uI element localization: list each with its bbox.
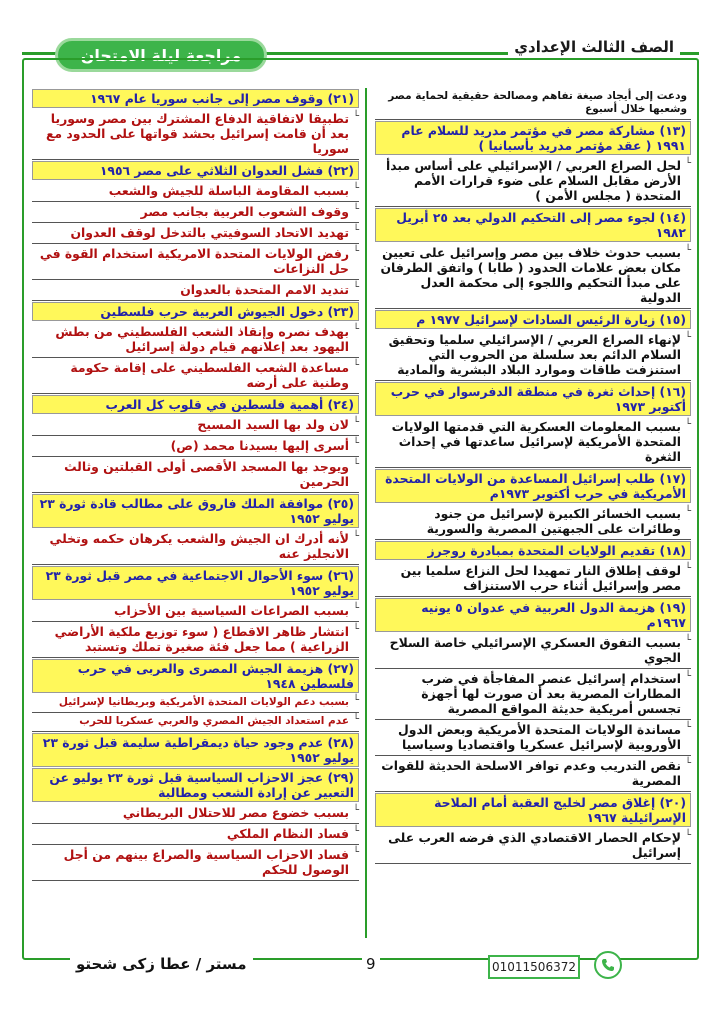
answer-point: └ بسبب خضوع مصر للاحتلال البريطاني	[32, 803, 359, 824]
answer-point: └ فساد النظام الملكي	[32, 824, 359, 845]
answer-point: └ ويوجد بها المسجد الأقصى أولى القبلتين وثالث الحرمين	[32, 457, 359, 493]
teacher-name: مستر / عطا زكى شحتو	[70, 955, 253, 973]
answer-point: └ عدم استعداد الجيش المصري والعربي عسكريا للحرب	[32, 713, 359, 732]
answer-point: └ أسرى إليها بسيدنا محمد (ص)	[32, 436, 359, 457]
answer-point: └ بسبب الصراعات السياسية بين الأحزاب	[32, 601, 359, 622]
answer-point: └ تطبيقا لاتفاقية الدفاع المشترك بين مصر وسوريا بعد أن قامت إسرائيل بحشد قواتها على الحدود مع سوريا	[32, 109, 359, 160]
question-heading: (٢٢) فشل العدوان الثلاثي على مصر ١٩٥٦	[32, 161, 359, 180]
question-heading: (١٣) مشاركة مصر في مؤتمر مدريد للسلام عام ١٩٩١ ( عقد مؤتمر مدريد بأسبانيا )	[375, 121, 691, 155]
phone-icon	[594, 951, 622, 979]
answer-point: └ وقوف الشعوب العربية بجانب مصر	[32, 202, 359, 223]
answer-point: └ استخدام إسرائيل عنصر المفاجأة في ضرب المطارات المصرية بعد أن صورت لها أجهزة تجسس أمريكية حديثة المواقع المصرية	[375, 669, 691, 720]
question-heading: (٢٨) عدم وجود حياة ديمقراطية سليمة قبل ثورة ٢٣ يوليو ١٩٥٢	[32, 733, 359, 767]
answer-point: └ بسبب دعم الولايات المتحدة الأمريكية وبريطانيا لإسرائيل	[32, 694, 359, 713]
answer-point: └ بسبب حدوث خلاف بين مصر وإسرائيل على تعيين مكان بعض علامات الحدود ( طابا ) واتفق الطرفان على مبدأ التحكيم واللجوء إلى محكمة العدل الدولية	[375, 243, 691, 309]
page-number: 9	[362, 955, 380, 973]
answer-point: └ لإنهاء الصراع العربي / الإسرائيلي سلميا وتحقيق السلام الدائم بعد سلسلة من الحروب التي استنزفت طاقات وموارد البلاد البشرية والمادية	[375, 330, 691, 381]
answer-point: └ مساندة الولايات المتحدة الأمريكية وبعض الدول الأوروبية لإسرائيل عسكريا واقتصاديا وسياسيا	[375, 720, 691, 756]
answer-point: └ انتشار ظاهر الاقطاع ( سوء توزيع ملكية الأراضي الزراعية ) مما جعل فئة صغيرة تملك وتستبد	[32, 622, 359, 658]
answer-point: └ بسبب المعلومات العسكرية التي قدمتها الولايات المتحدة الأمريكية لإسرائيل ساعدتها في إحداث الثغرة	[375, 417, 691, 468]
answer-point: └ مساعدة الشعب الفلسطيني على إقامة حكومة وطنية على أرضه	[32, 358, 359, 394]
phone-number: 01011506372	[488, 955, 580, 979]
review-title-badge: مراجعة ليلة الامتحان	[55, 38, 267, 72]
answer-point: └ نقص التدريب وعدم توافر الاسلحة الحديثة للقوات المصرية	[375, 756, 691, 792]
question-heading: (١٨) تقديم الولايات المتحدة بمبادرة روجرز	[375, 541, 691, 560]
question-heading: (٢٥) موافقة الملك فاروق على مطالب قادة ثورة ٢٣ يوليو ١٩٥٢	[32, 494, 359, 528]
question-heading: (٢٤) أهمية فلسطين في قلوب كل العرب	[32, 395, 359, 414]
question-heading: (٢٧) هزيمة الجيش المصرى والعربى في حرب فلسطين ١٩٤٨	[32, 659, 359, 693]
question-heading: (٢٩) عجز الاحزاب السياسية قبل ثورة ٢٣ يوليو عن التعبير عن إرادة الشعب ومطالبة	[32, 768, 359, 802]
question-heading: (٢٣) دخول الجيوش العربية حرب فلسطين	[32, 302, 359, 321]
answer-point: └ بسبب الخسائر الكبيرة لإسرائيل من جنود وطائرات على الجبهتين المصرية والسورية	[375, 504, 691, 540]
question-heading: (١٦) إحداث ثغرة في منطقة الدفرسوار في حرب أكتوبر ١٩٧٣	[375, 382, 691, 416]
question-heading: (١٩) هزيمة الدول العربية في عدوان ٥ يونيه ١٩٦٧م	[375, 598, 691, 632]
question-heading: (١٧) طلب إسرائيل المساعدة من الولايات المتحدة الأمريكية في حرب أكتوبر ١٩٧٣م	[375, 469, 691, 503]
answer-point: └ تنديد الامم المتحدة بالعدوان	[32, 280, 359, 301]
answer-point: └ بسبب المقاومة الباسلة للجيش والشعب	[32, 181, 359, 202]
question-heading: (١٤) لجوء مصر إلى التحكيم الدولي بعد ٢٥ أبريل ١٩٨٢	[375, 208, 691, 242]
left-column	[32, 88, 359, 881]
grade-label: الصف الثالث الإعدادي	[508, 38, 680, 56]
answer-point: └ تهديد الاتحاد السوفيتي بالتدخل لوقف العدوان	[32, 223, 359, 244]
answer-point: └ لان ولد بها السيد المسيح	[32, 415, 359, 436]
question-heading: (٢٦) سوء الأحوال الاجتماعية في مصر قبل ثورة ٢٣ يوليو ١٩٥٢	[32, 566, 359, 600]
text-line: ودعت إلى أيجاد صيغة تفاهم ومصالحة حقيقية لحماية مصر وشعبها خلال أسبوع	[375, 88, 691, 120]
answer-point: └ فساد الاحزاب السياسية والصراع بينهم من أجل الوصول للحكم	[32, 845, 359, 881]
answer-point: └ رفض الولايات المتحدة الامريكية استخدام القوة في حل النزاعات	[32, 244, 359, 280]
column-divider	[365, 88, 367, 938]
answer-point: └ لحل الصراع العربي / الإسرائيلي على أساس مبدأ الأرض مقابل السلام على ضوء قرارات الأمم المتحدة ( مجلس الأمن )	[375, 156, 691, 207]
question-heading: (٢٠) إغلاق مصر لخليج العقبة أمام الملاحة الإسرائيلية ١٩٦٧	[375, 793, 691, 827]
right-column	[375, 88, 691, 864]
question-heading: (١٥) زيارة الرئيس السادات لإسرائيل ١٩٧٧ م	[375, 310, 691, 329]
answer-point: └ لوقف إطلاق النار تمهيدا لحل النزاع سلميا بين مصر وإسرائيل أثناء حرب الاستنزاف	[375, 561, 691, 597]
answer-point: └ لأنه أدرك ان الجيش والشعب يكرهان حكمه وتخلي الانجليز عنه	[32, 529, 359, 565]
answer-point: └ بهدف نصره وإنقاذ الشعب الفلسطيني من بطش اليهود بعد إعلانهم قيام دولة إسرائيل	[32, 322, 359, 358]
answer-point: └ بسبب التفوق العسكري الإسرائيلي خاصة السلاح الجوي	[375, 633, 691, 669]
question-heading: (٢١) وقوف مصر إلى جانب سوريا عام ١٩٦٧	[32, 89, 359, 108]
answer-point: └ لإحكام الحصار الاقتصادي الذي فرضه العرب على إسرائيل	[375, 828, 691, 864]
